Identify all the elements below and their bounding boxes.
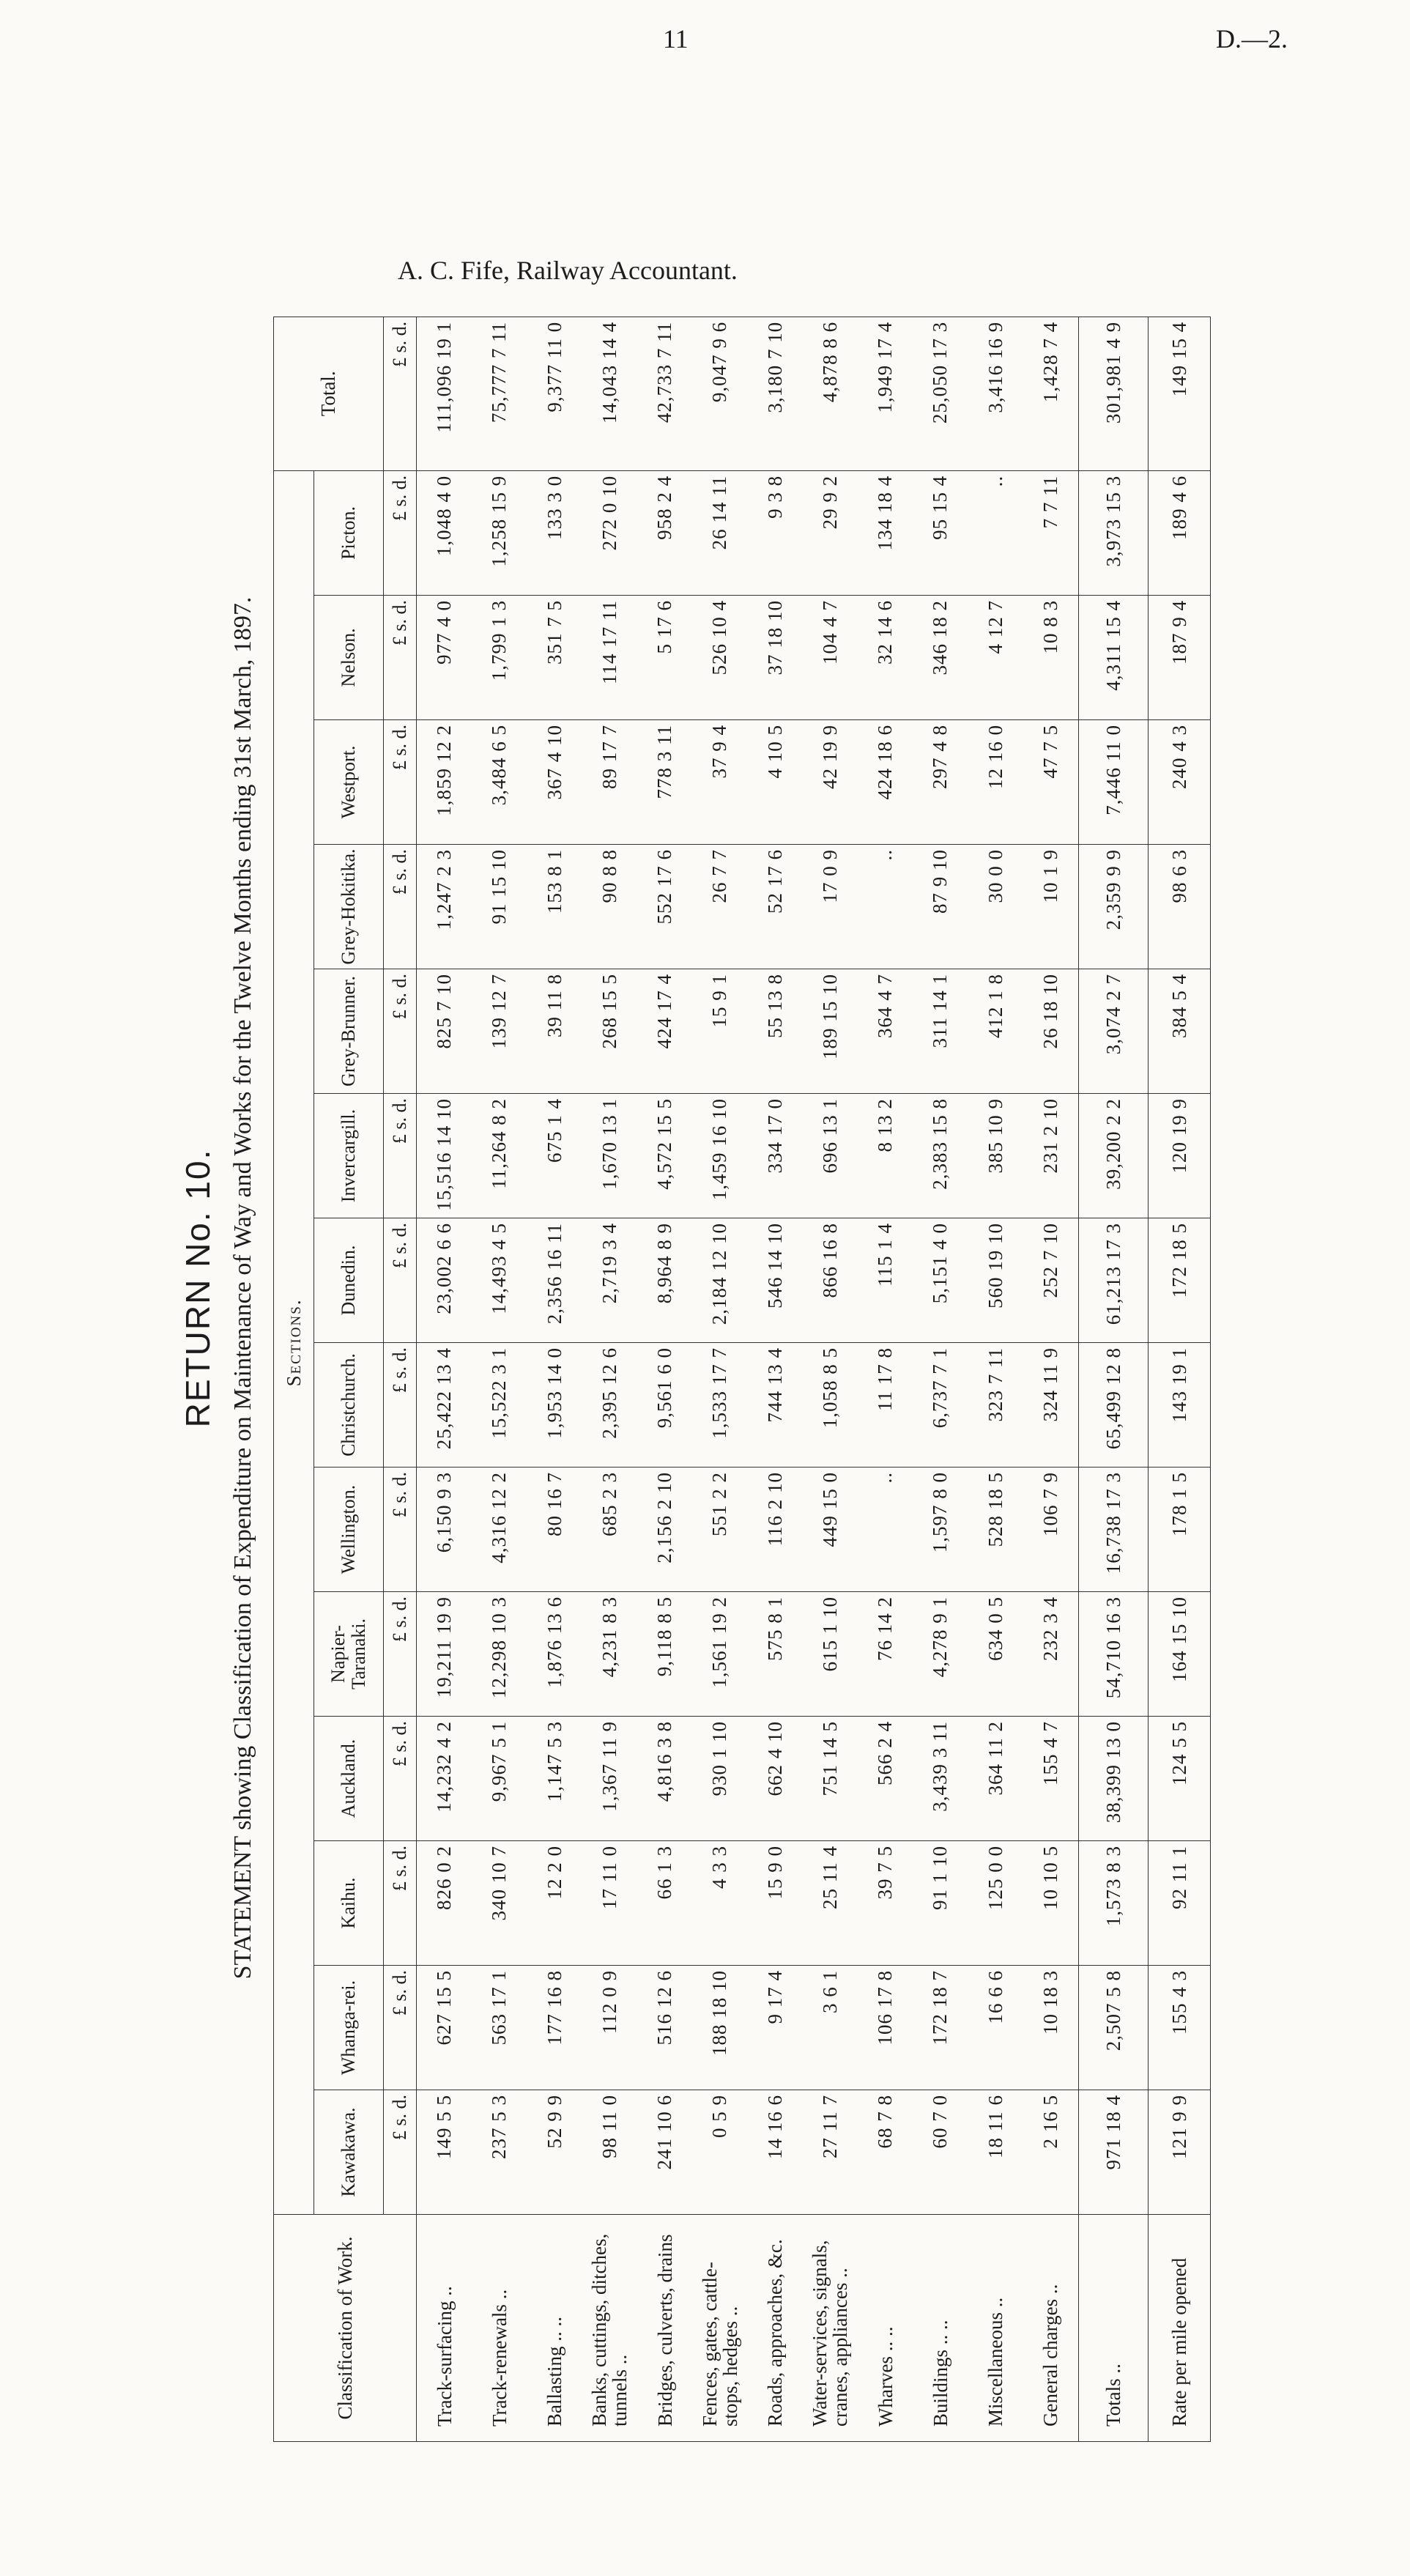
row-total: 1,428 7 4 xyxy=(1023,317,1078,470)
cell-value: 15,516 14 10 xyxy=(416,1094,472,1218)
statement-title: STATEMENT showing Classification of Expenditure on Maintenance of Way and Works for the Twelve Months ending 31st March, 1897. xyxy=(229,596,256,1980)
currency-units: £ s. d. xyxy=(383,969,416,1094)
cell-value: 7 7 11 xyxy=(1023,470,1078,595)
cell-value: 237 5 3 xyxy=(472,2090,527,2215)
cell-value: 10 8 3 xyxy=(1023,596,1078,720)
row-label: Water-services, signals, cranes, appliances .. xyxy=(802,2215,857,2442)
cell-value: 98 6 3 xyxy=(1148,845,1210,969)
cell-value: 12 16 0 xyxy=(968,720,1023,845)
cell-value: 526 10 4 xyxy=(692,596,747,720)
cell-value: .. xyxy=(858,1467,913,1592)
cell-value: 2,184 12 10 xyxy=(692,1218,747,1343)
cell-value: 1,859 12 2 xyxy=(416,720,472,845)
cell-value: 52 17 6 xyxy=(747,845,802,969)
currency-units: £ s. d. xyxy=(383,720,416,845)
cell-value: 26 18 10 xyxy=(1023,969,1078,1094)
cell-value: 39 7 5 xyxy=(858,1841,913,1966)
cell-value: 566 2 4 xyxy=(858,1717,913,1841)
cell-value: 662 4 10 xyxy=(747,1717,802,1841)
cell-value: 23,002 6 6 xyxy=(416,1218,472,1343)
cell-value: 37 9 4 xyxy=(692,720,747,845)
row-total: 9,377 11 0 xyxy=(527,317,582,470)
section-header-6: Christchurch. xyxy=(313,1343,383,1467)
cell-value: 0 5 9 xyxy=(692,2090,747,2215)
cell-value: 42 19 9 xyxy=(802,720,857,845)
classification-header: Classification of Work. xyxy=(273,2215,416,2442)
cell-value: 241 10 6 xyxy=(637,2090,692,2215)
return-title: RETURN No. 10. xyxy=(178,1148,217,1428)
cell-value: 189 15 10 xyxy=(802,969,857,1094)
cell-value: 324 11 9 xyxy=(1023,1343,1078,1467)
cell-value: 9 3 8 xyxy=(747,470,802,595)
currency-units: £ s. d. xyxy=(383,1343,416,1467)
cell-value: 825 7 10 xyxy=(416,969,472,1094)
cell-value: 9,561 6 0 xyxy=(637,1343,692,1467)
row-total: 3,416 16 9 xyxy=(968,317,1023,470)
row-label: Wharves .. .. xyxy=(858,2215,913,2442)
cell-value: 2,507 5 8 xyxy=(1078,1966,1148,2090)
section-header-5: Wellington. xyxy=(313,1467,383,1592)
totals-row xyxy=(1078,317,1148,2441)
accountant-signature: A. C. Fife, Railway Accountant. xyxy=(397,256,738,285)
table-row xyxy=(1023,317,1078,2441)
cell-value: 37 18 10 xyxy=(747,596,802,720)
cell-value: 311 14 1 xyxy=(913,969,968,1094)
cell-value: 14,232 4 2 xyxy=(416,1717,472,1841)
cell-value: 2,395 12 6 xyxy=(582,1343,637,1467)
document-reference: D.—2. xyxy=(1216,24,1288,53)
cell-value: 364 4 7 xyxy=(858,969,913,1094)
cell-value: 177 16 8 xyxy=(527,1966,582,2090)
cell-value: 15,522 3 1 xyxy=(472,1343,527,1467)
cell-value: 1,048 4 0 xyxy=(416,470,472,595)
cell-value: 26 7 7 xyxy=(692,845,747,969)
cell-value: 551 2 2 xyxy=(692,1467,747,1592)
cell-value: 971 18 4 xyxy=(1078,2090,1148,2215)
cell-value: 4,572 15 5 xyxy=(637,1094,692,1218)
cell-value: 8 13 2 xyxy=(858,1094,913,1218)
sections-header: Sections. xyxy=(273,470,313,2214)
cell-value: 17 0 9 xyxy=(802,845,857,969)
cell-value: 30 0 0 xyxy=(968,845,1023,969)
total-header: Total. xyxy=(273,317,383,470)
cell-value: 6,737 7 1 xyxy=(913,1343,968,1467)
cell-value: 384 5 4 xyxy=(1148,969,1210,1094)
row-total: 42,733 7 11 xyxy=(637,317,692,470)
row-total: 111,096 19 1 xyxy=(416,317,472,470)
cell-value: 675 1 4 xyxy=(527,1094,582,1218)
cell-value: 560 19 10 xyxy=(968,1218,1023,1343)
cell-value: 346 18 2 xyxy=(913,596,968,720)
cell-value: 3,484 6 5 xyxy=(472,720,527,845)
currency-units: £ s. d. xyxy=(383,1841,416,1966)
cell-value: 172 18 5 xyxy=(1148,1218,1210,1343)
cell-value: 449 15 0 xyxy=(802,1467,857,1592)
cell-value: 615 1 10 xyxy=(802,1592,857,1717)
cell-value: 90 8 8 xyxy=(582,845,637,969)
cell-value: 106 17 8 xyxy=(858,1966,913,2090)
cell-value: 5,151 4 0 xyxy=(913,1218,968,1343)
currency-units: £ s. d. xyxy=(383,1592,416,1717)
cell-value: 149 5 5 xyxy=(416,2090,472,2215)
table-row xyxy=(637,317,692,2441)
cell-value: 272 0 10 xyxy=(582,470,637,595)
cell-value: 80 16 7 xyxy=(527,1467,582,1592)
row-label: Miscellaneous .. xyxy=(968,2215,1023,2442)
cell-value: 1,147 5 3 xyxy=(527,1717,582,1841)
cell-value: 133 3 0 xyxy=(527,470,582,595)
cell-value: 334 17 0 xyxy=(747,1094,802,1218)
cell-value: 3,074 2 7 xyxy=(1078,969,1148,1094)
rate-per-mile-row xyxy=(1148,317,1210,2441)
cell-value: 385 10 9 xyxy=(968,1094,1023,1218)
cell-value: 25,422 13 4 xyxy=(416,1343,472,1467)
cell-value: 155 4 7 xyxy=(1023,1717,1078,1841)
cell-value: 11,264 8 2 xyxy=(472,1094,527,1218)
cell-value: 1,459 16 10 xyxy=(692,1094,747,1218)
cell-value: 66 1 3 xyxy=(637,1841,692,1966)
page-number: 11 xyxy=(663,24,689,53)
cell-value: 104 4 7 xyxy=(802,596,857,720)
table-row xyxy=(582,317,637,2441)
cell-value: 424 17 4 xyxy=(637,969,692,1094)
cell-value: 54,710 16 3 xyxy=(1078,1592,1148,1717)
row-total: 9,047 9 6 xyxy=(692,317,747,470)
cell-value: 3 6 1 xyxy=(802,1966,857,2090)
cell-value: 563 17 1 xyxy=(472,1966,527,2090)
currency-units: £ s. d. xyxy=(383,2090,416,2215)
cell-value: 2 16 5 xyxy=(1023,2090,1078,2215)
cell-value: 14,493 4 5 xyxy=(472,1218,527,1343)
cell-value: 7,446 11 0 xyxy=(1078,720,1148,845)
section-header-3: Auckland. xyxy=(313,1717,383,1841)
row-total: 1,949 17 4 xyxy=(858,317,913,470)
cell-value: 139 12 7 xyxy=(472,969,527,1094)
cell-value: 89 17 7 xyxy=(582,720,637,845)
section-header-8: Invercargill. xyxy=(313,1094,383,1218)
section-header-13: Picton. xyxy=(313,470,383,595)
cell-value: 231 2 10 xyxy=(1023,1094,1078,1218)
row-label: General charges .. xyxy=(1023,2215,1078,2442)
currency-units: £ s. d. xyxy=(383,1218,416,1343)
cell-value: 4 3 3 xyxy=(692,1841,747,1966)
cell-value: 528 18 5 xyxy=(968,1467,1023,1592)
table-row xyxy=(747,317,802,2441)
cell-value: 47 7 5 xyxy=(1023,720,1078,845)
cell-value: 1,597 8 0 xyxy=(913,1467,968,1592)
cell-value: 4 12 7 xyxy=(968,596,1023,720)
currency-units: £ s. d. xyxy=(383,596,416,720)
cell-value: 87 9 10 xyxy=(913,845,968,969)
cell-value: 4,816 3 8 xyxy=(637,1717,692,1841)
row-total: 3,180 7 10 xyxy=(747,317,802,470)
row-label: Banks, cuttings, ditches, tunnels .. xyxy=(582,2215,637,2442)
cell-value: 10 1 9 xyxy=(1023,845,1078,969)
cell-value: 124 5 5 xyxy=(1148,1717,1210,1841)
cell-value: 76 14 2 xyxy=(858,1592,913,1717)
cell-value: 65,499 12 8 xyxy=(1078,1343,1148,1467)
cell-value: 424 18 6 xyxy=(858,720,913,845)
table-row xyxy=(968,317,1023,2441)
cell-value: 188 18 10 xyxy=(692,1966,747,2090)
cell-value: 10 10 5 xyxy=(1023,1841,1078,1966)
cell-value: 546 14 10 xyxy=(747,1218,802,1343)
cell-value: 91 1 10 xyxy=(913,1841,968,1966)
row-label: Totals .. xyxy=(1078,2215,1148,2442)
cell-value: 744 13 4 xyxy=(747,1343,802,1467)
cell-value: 866 16 8 xyxy=(802,1218,857,1343)
cell-value: 1,367 11 9 xyxy=(582,1717,637,1841)
cell-value: 364 11 2 xyxy=(968,1717,1023,1841)
cell-value: 5 17 6 xyxy=(637,596,692,720)
cell-value: 268 15 5 xyxy=(582,969,637,1094)
currency-units: £ s. d. xyxy=(383,1717,416,1841)
cell-value: 26 14 11 xyxy=(692,470,747,595)
cell-value: 340 10 7 xyxy=(472,1841,527,1966)
cell-value: 297 4 8 xyxy=(913,720,968,845)
cell-value: 930 1 10 xyxy=(692,1717,747,1841)
cell-value: 516 12 6 xyxy=(637,1966,692,2090)
cell-value: 134 18 4 xyxy=(858,470,913,595)
section-header-4: Napier-Taranaki. xyxy=(313,1592,383,1717)
cell-value: 8,964 8 9 xyxy=(637,1218,692,1343)
row-total: 75,777 7 11 xyxy=(472,317,527,470)
currency-units: £ s. d. xyxy=(383,470,416,595)
table-row xyxy=(527,317,582,2441)
cell-value: 351 7 5 xyxy=(527,596,582,720)
section-header-11: Westport. xyxy=(313,720,383,845)
cell-value: 232 3 4 xyxy=(1023,1592,1078,1717)
cell-value: 2,359 9 9 xyxy=(1078,845,1148,969)
cell-value: 367 4 10 xyxy=(527,720,582,845)
expenditure-table xyxy=(273,317,1211,2442)
cell-value: 11 17 8 xyxy=(858,1343,913,1467)
cell-value: 12 2 0 xyxy=(527,1841,582,1966)
cell-value: 91 15 10 xyxy=(472,845,527,969)
cell-value: 19,211 19 9 xyxy=(416,1592,472,1717)
cell-value: 95 15 4 xyxy=(913,470,968,595)
row-label: Buildings .. .. xyxy=(913,2215,968,2442)
cell-value: 1,799 1 3 xyxy=(472,596,527,720)
cell-value: 977 4 0 xyxy=(416,596,472,720)
cell-value: 323 7 11 xyxy=(968,1343,1023,1467)
cell-value: .. xyxy=(968,470,1023,595)
cell-value: 1,876 13 6 xyxy=(527,1592,582,1717)
cell-value: 60 7 0 xyxy=(913,2090,968,2215)
cell-value: 172 18 7 xyxy=(913,1966,968,2090)
cell-value: 121 9 9 xyxy=(1148,2090,1210,2215)
rotated-page-content xyxy=(90,79,1321,2497)
cell-value: 61,213 17 3 xyxy=(1078,1218,1148,1343)
currency-units: £ s. d. xyxy=(383,317,416,470)
cell-value: 92 11 1 xyxy=(1148,1841,1210,1966)
table-row xyxy=(913,317,968,2441)
cell-value: 52 9 9 xyxy=(527,2090,582,2215)
row-label: Rate per mile opened xyxy=(1148,2215,1210,2442)
row-total: 14,043 14 4 xyxy=(582,317,637,470)
cell-value: 2,719 3 4 xyxy=(582,1218,637,1343)
cell-value: 3,973 15 3 xyxy=(1078,470,1148,595)
cell-value: 1,670 13 1 xyxy=(582,1094,637,1218)
cell-value: 1,573 8 3 xyxy=(1078,1841,1148,1966)
table-row xyxy=(858,317,913,2441)
cell-value: 1,258 15 9 xyxy=(472,470,527,595)
cell-value: 3,439 3 11 xyxy=(913,1717,968,1841)
cell-value: 16 6 6 xyxy=(968,1966,1023,2090)
cell-value: 751 14 5 xyxy=(802,1717,857,1841)
cell-value: 39,200 2 2 xyxy=(1078,1094,1148,1218)
cell-value: 29 9 2 xyxy=(802,470,857,595)
section-header-7: Dunedin. xyxy=(313,1218,383,1343)
row-label: Roads, approaches, &c. xyxy=(747,2215,802,2442)
cell-value: 2,356 16 11 xyxy=(527,1218,582,1343)
cell-value: 16,738 17 3 xyxy=(1078,1467,1148,1592)
cell-value: 575 8 1 xyxy=(747,1592,802,1717)
section-header-2: Kaihu. xyxy=(313,1841,383,1966)
row-total: 301,981 4 9 xyxy=(1078,317,1148,470)
cell-value: 6,150 9 3 xyxy=(416,1467,472,1592)
cell-value: 143 19 1 xyxy=(1148,1343,1210,1467)
cell-value: 187 9 4 xyxy=(1148,596,1210,720)
cell-value: 1,058 8 5 xyxy=(802,1343,857,1467)
cell-value: 4,231 8 3 xyxy=(582,1592,637,1717)
cell-value: 778 3 11 xyxy=(637,720,692,845)
cell-value: 120 19 9 xyxy=(1148,1094,1210,1218)
cell-value: 98 11 0 xyxy=(582,2090,637,2215)
section-header-1: Whanga-rei. xyxy=(313,1966,383,2090)
table-row xyxy=(416,317,472,2441)
cell-value: 106 7 9 xyxy=(1023,1467,1078,1592)
cell-value: 12,298 10 3 xyxy=(472,1592,527,1717)
table-row xyxy=(472,317,527,2441)
cell-value: 115 1 4 xyxy=(858,1218,913,1343)
cell-value: 27 11 7 xyxy=(802,2090,857,2215)
cell-value: 9 17 4 xyxy=(747,1966,802,2090)
cell-value: 114 17 11 xyxy=(582,596,637,720)
cell-value: 552 17 6 xyxy=(637,845,692,969)
cell-value: 240 4 3 xyxy=(1148,720,1210,845)
cell-value: 2,383 15 8 xyxy=(913,1094,968,1218)
cell-value: 18 11 6 xyxy=(968,2090,1023,2215)
cell-value: 4,311 15 4 xyxy=(1078,596,1148,720)
cell-value: 252 7 10 xyxy=(1023,1218,1078,1343)
cell-value: 1,561 19 2 xyxy=(692,1592,747,1717)
cell-value: 685 2 3 xyxy=(582,1467,637,1592)
section-header-9: Grey-Brunner. xyxy=(313,969,383,1094)
row-label: Bridges, culverts, drains xyxy=(637,2215,692,2442)
cell-value: 9,967 5 1 xyxy=(472,1717,527,1841)
cell-value: 634 0 5 xyxy=(968,1592,1023,1717)
cell-value: 2,156 2 10 xyxy=(637,1467,692,1592)
cell-value: 10 18 3 xyxy=(1023,1966,1078,2090)
cell-value: 17 11 0 xyxy=(582,1841,637,1966)
cell-value: 116 2 10 xyxy=(747,1467,802,1592)
cell-value: 32 14 6 xyxy=(858,596,913,720)
cell-value: 164 15 10 xyxy=(1148,1592,1210,1717)
cell-value: 39 11 8 xyxy=(527,969,582,1094)
section-header-10: Grey-Hokitika. xyxy=(313,845,383,969)
table-row xyxy=(692,317,747,2441)
cell-value: 1,247 2 3 xyxy=(416,845,472,969)
cell-value: 1,533 17 7 xyxy=(692,1343,747,1467)
cell-value: 178 1 5 xyxy=(1148,1467,1210,1592)
table-row xyxy=(802,317,857,2441)
cell-value: 696 13 1 xyxy=(802,1094,857,1218)
cell-value: 25 11 4 xyxy=(802,1841,857,1966)
cell-value: 112 0 9 xyxy=(582,1966,637,2090)
cell-value: 627 15 5 xyxy=(416,1966,472,2090)
section-header-0: Kawakawa. xyxy=(313,2090,383,2215)
cell-value: 4,278 9 1 xyxy=(913,1592,968,1717)
cell-value: 14 16 6 xyxy=(747,2090,802,2215)
cell-value: 68 7 8 xyxy=(858,2090,913,2215)
cell-value: 826 0 2 xyxy=(416,1841,472,1966)
currency-units: £ s. d. xyxy=(383,1467,416,1592)
cell-value: 38,399 13 0 xyxy=(1078,1717,1148,1841)
cell-value: 153 8 1 xyxy=(527,845,582,969)
cell-value: 15 9 0 xyxy=(747,1841,802,1966)
row-label: Fences, gates, cattle-stops, hedges .. xyxy=(692,2215,747,2442)
cell-value: 9,118 8 5 xyxy=(637,1592,692,1717)
cell-value: 15 9 1 xyxy=(692,969,747,1094)
currency-units: £ s. d. xyxy=(383,1966,416,2090)
cell-value: 155 4 3 xyxy=(1148,1966,1210,2090)
cell-value: 412 1 8 xyxy=(968,969,1023,1094)
cell-value: 4 10 5 xyxy=(747,720,802,845)
row-label: Track-surfacing .. xyxy=(416,2215,472,2442)
cell-value: 1,953 14 0 xyxy=(527,1343,582,1467)
cell-value: 189 4 6 xyxy=(1148,470,1210,595)
row-total: 149 15 4 xyxy=(1148,317,1210,470)
currency-units: £ s. d. xyxy=(383,1094,416,1218)
row-label: Track-renewals .. xyxy=(472,2215,527,2442)
cell-value: 55 13 8 xyxy=(747,969,802,1094)
row-label: Ballasting .. .. xyxy=(527,2215,582,2442)
cell-value: 125 0 0 xyxy=(968,1841,1023,1966)
cell-value: .. xyxy=(858,845,913,969)
cell-value: 4,316 12 2 xyxy=(472,1467,527,1592)
section-header-12: Nelson. xyxy=(313,596,383,720)
row-total: 25,050 17 3 xyxy=(913,317,968,470)
row-total: 4,878 8 6 xyxy=(802,317,857,470)
cell-value: 958 2 4 xyxy=(637,470,692,595)
currency-units: £ s. d. xyxy=(383,845,416,969)
